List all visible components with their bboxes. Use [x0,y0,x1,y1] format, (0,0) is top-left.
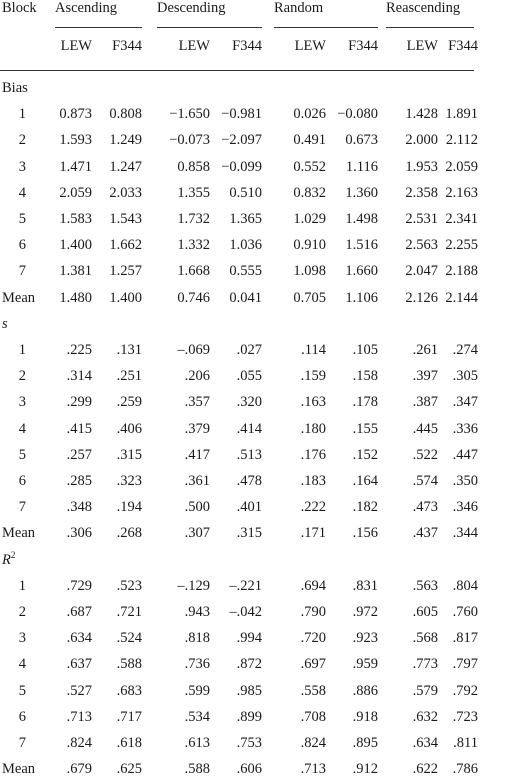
header-sub-row [0,33,520,59]
value-cell: .180 [300,420,326,437]
value-cell: 0.858 [177,158,210,175]
value-cell: 1.498 [345,211,378,227]
value-cell: .222 [300,499,326,516]
block-cell: 3 [18,630,26,647]
value-cell: .447 [452,446,478,463]
value-cell: 1.480 [59,289,92,306]
value-cell: .720 [300,630,326,647]
value-cell: .320 [236,394,262,411]
table-row [0,101,520,127]
value-cell: .478 [236,473,262,489]
section-label-superscript: 2 [10,549,16,560]
value-cell: .105 [352,342,378,358]
block-cell: 5 [18,446,26,463]
value-cell: 1.400 [59,237,92,254]
block-cell: Mean [2,289,36,306]
value-cell: .637 [66,656,92,673]
value-cell: .194 [116,499,142,516]
table-row [0,625,520,651]
value-cell: 0.555 [229,263,262,280]
value-cell: .683 [116,682,142,699]
value-cell: 2.059 [59,184,92,201]
group-rule [274,27,378,28]
value-cell: −1.650 [169,106,210,123]
value-cell: .923 [352,630,378,647]
value-cell: 0.673 [345,132,378,149]
value-cell: 0.491 [293,132,326,149]
value-cell: 1.668 [177,263,210,280]
table-row [0,730,520,756]
value-cell: .588 [116,656,142,673]
table-row [0,442,520,468]
value-cell: 2.112 [445,132,478,149]
group-header: Random [274,0,324,16]
value-cell: .315 [236,525,262,542]
value-cell: 1.355 [177,184,210,201]
value-cell: 1.116 [345,158,378,175]
value-cell: .817 [452,630,478,647]
value-cell: .114 [301,342,326,358]
value-cell: .831 [352,577,378,594]
group-rule [157,27,262,28]
value-cell: .171 [300,525,326,542]
column-header: F344 [112,38,142,54]
table-row [0,756,520,782]
block-cell: 1 [18,342,26,358]
table-row [0,258,520,284]
table-row [0,704,520,730]
value-cell: .261 [412,342,438,358]
group-rule [386,27,474,28]
table-row [0,154,520,180]
value-cell: .721 [116,604,142,620]
value-cell: .985 [236,682,262,699]
value-cell: 2.059 [445,158,478,175]
value-cell: .500 [184,499,210,516]
value-cell: .613 [184,735,210,751]
group-rule [55,27,142,28]
value-cell: .323 [116,473,142,489]
table-row [0,127,520,153]
value-cell: 1.583 [59,211,92,227]
table-row [0,285,520,311]
block-cell: 5 [18,211,26,227]
value-cell: .055 [236,368,262,385]
value-cell: 1.953 [405,158,438,175]
value-cell: 1.381 [59,263,92,280]
value-cell: .522 [412,446,438,463]
group-header: Descending [157,0,226,16]
block-cell: 2 [18,604,26,620]
value-cell: .912 [352,761,378,778]
value-cell: .625 [116,761,142,778]
block-cell: Mean [2,761,36,778]
value-cell: .414 [236,420,262,437]
value-cell: .027 [236,342,262,358]
value-cell: .824 [300,735,326,751]
value-cell: 1.332 [177,237,210,254]
column-header: LEW [406,38,438,54]
value-cell: .599 [184,682,210,699]
block-cell: 6 [18,473,26,489]
block-cell: 5 [18,682,26,699]
section-label [2,547,15,573]
block-cell: 1 [18,577,26,594]
value-cell: .285 [66,473,92,489]
value-cell: 0.552 [293,158,326,175]
value-cell: .350 [452,473,478,489]
value-cell: .895 [352,735,378,751]
value-cell: 1.360 [345,184,378,201]
column-header: LEW [294,38,326,54]
block-cell: Mean [2,525,36,542]
value-cell: .159 [300,368,326,385]
value-cell: 1.662 [109,237,142,254]
value-cell: .634 [66,630,92,647]
value-cell: .723 [452,708,478,725]
value-cell: .225 [66,342,92,358]
value-cell: .694 [300,577,326,594]
value-cell: 2.563 [405,237,438,254]
value-cell: −2.097 [221,132,262,149]
value-cell: .387 [412,394,438,411]
section-label [2,311,8,337]
value-cell: 2.341 [445,211,478,227]
value-cell: .156 [352,525,378,542]
value-cell: 1.257 [109,263,142,280]
column-header: LEW [178,38,210,54]
value-cell: 0.041 [229,289,262,306]
value-cell: .152 [352,446,378,463]
block-cell: 1 [18,106,26,123]
value-cell: .713 [300,761,326,778]
value-cell: .943 [184,604,210,620]
value-cell: 0.832 [293,184,326,201]
value-cell: .305 [452,368,478,385]
value-cell: 2.531 [405,211,438,227]
block-cell: 2 [18,368,26,385]
value-cell: .417 [184,446,210,463]
value-cell: 2.000 [405,132,438,149]
block-cell: 4 [18,420,26,437]
value-cell: .872 [236,656,262,673]
value-cell: 1.891 [445,106,478,123]
table-row [0,416,520,442]
table-row [0,468,520,494]
table-row [0,180,520,206]
table-row [0,206,520,232]
block-cell: 2 [18,132,26,149]
value-cell: .574 [412,473,438,489]
value-cell: 1.106 [345,289,378,306]
value-cell: .713 [66,708,92,725]
value-cell: .361 [184,473,210,489]
value-cell: .622 [412,761,438,778]
value-cell: 2.188 [445,263,478,280]
value-cell: .786 [452,761,478,778]
value-cell: .513 [236,446,262,463]
section-label-text: s [2,315,8,332]
value-cell: 0.910 [293,237,326,254]
value-cell: .445 [412,420,438,437]
value-cell: 1.660 [345,263,378,280]
table-row [0,363,520,389]
value-cell: –.129 [177,577,210,594]
section-label [2,75,28,101]
value-cell: .268 [116,525,142,542]
table-row [0,599,520,625]
value-cell: .473 [412,499,438,516]
value-cell: .736 [184,656,210,673]
value-cell: .357 [184,394,210,411]
value-cell: .176 [300,446,326,463]
value-cell: .558 [300,682,326,699]
value-cell: .792 [452,682,478,699]
table-row [0,389,520,415]
value-cell: .563 [412,577,438,594]
block-cell: 6 [18,708,26,725]
value-cell: .811 [453,735,478,751]
value-cell: –.042 [229,604,262,620]
block-cell: 3 [18,158,26,175]
value-cell: .588 [184,761,210,778]
table-row [0,232,520,258]
value-cell: .790 [300,604,326,620]
value-cell: .259 [116,394,142,411]
value-cell: .437 [412,525,438,542]
value-cell: 2.163 [445,184,478,201]
value-cell: .886 [352,682,378,699]
value-cell: .972 [352,604,378,620]
value-cell: 2.358 [405,184,438,201]
value-cell: .299 [66,394,92,411]
value-cell: .257 [66,446,92,463]
value-cell: −0.080 [337,106,378,123]
value-cell: 1.365 [229,211,262,227]
value-cell: .523 [116,577,142,594]
value-cell: 1.098 [293,263,326,280]
value-cell: .178 [352,394,378,411]
table-row [0,337,520,363]
value-cell: 1.543 [109,211,142,227]
value-cell: 0.026 [293,106,326,123]
block-cell: 3 [18,394,26,411]
value-cell: .131 [116,342,142,358]
header-rule [0,70,474,71]
value-cell: 2.033 [109,184,142,201]
value-cell: .274 [452,342,478,358]
value-cell: .344 [452,525,478,542]
table-row [0,520,520,546]
value-cell: 2.126 [405,289,438,306]
group-header: Reascending [386,0,461,16]
value-cell: 1.029 [293,211,326,227]
value-cell: .797 [452,656,478,673]
value-cell: 0.746 [177,289,210,306]
value-cell: .524 [116,630,142,647]
value-cell: .527 [66,682,92,699]
group-header: Ascending [55,0,118,16]
column-header: F344 [448,38,478,54]
table-row [0,494,520,520]
value-cell: .679 [66,761,92,778]
value-cell: .760 [452,604,478,620]
value-cell: 1.593 [59,132,92,149]
value-cell: .918 [352,708,378,725]
value-cell: .687 [66,604,92,620]
value-cell: .632 [412,708,438,725]
block-cell: 4 [18,656,26,673]
value-cell: .182 [352,499,378,516]
value-cell: .708 [300,708,326,725]
table-row [0,651,520,677]
value-cell: .818 [184,630,210,647]
value-cell: 1.516 [345,237,378,254]
block-cell: 6 [18,237,26,254]
value-cell: .534 [184,708,210,725]
section-label-text: Bias [2,80,28,96]
value-cell: .406 [116,420,142,437]
column-header: F344 [348,38,378,54]
value-cell: –.069 [177,342,210,358]
value-cell: .206 [184,368,210,385]
value-cell: −0.099 [221,158,262,175]
value-cell: 1.247 [109,158,142,175]
value-cell: .729 [66,577,92,594]
column-header: LEW [60,38,92,54]
value-cell: 1.471 [59,158,92,175]
value-cell: .899 [236,708,262,725]
value-cell: .348 [66,499,92,516]
value-cell: 2.255 [445,237,478,254]
value-cell: −0.981 [221,106,262,123]
value-cell: .183 [300,473,326,489]
value-cell: 0.705 [293,289,326,306]
value-cell: 1.400 [109,289,142,306]
value-cell: .568 [412,630,438,647]
value-cell: .605 [412,604,438,620]
header-group-row [0,0,520,21]
value-cell: .618 [116,735,142,751]
value-cell: 2.144 [445,289,478,306]
value-cell: 1.036 [229,237,262,254]
value-cell: .773 [412,656,438,673]
column-header: F344 [232,38,262,54]
value-cell: .164 [352,473,378,489]
value-cell: .579 [412,682,438,699]
block-cell: 4 [18,184,26,201]
block-header: Block [2,0,37,16]
block-cell: 7 [18,735,26,751]
value-cell: .315 [116,446,142,463]
value-cell: 1.249 [109,132,142,149]
value-cell: .994 [236,630,262,647]
value-cell: .163 [300,394,326,411]
value-cell: .634 [412,735,438,751]
value-cell: .959 [352,656,378,673]
value-cell: .306 [66,525,92,542]
table-row [0,573,520,599]
table-row [0,678,520,704]
value-cell: .379 [184,420,210,437]
value-cell: .155 [352,420,378,437]
value-cell: .251 [116,368,142,385]
value-cell: .346 [452,499,478,516]
value-cell: 0.808 [109,106,142,123]
value-cell: .397 [412,368,438,385]
block-cell: 7 [18,263,26,280]
value-cell: .401 [236,499,262,516]
value-cell: .347 [452,394,478,411]
value-cell: .314 [66,368,92,385]
value-cell: .336 [452,420,478,437]
section-label-text: R [2,551,11,568]
value-cell: 0.873 [59,106,92,123]
value-cell: 1.428 [405,106,438,123]
value-cell: .804 [452,577,478,594]
value-cell: .158 [352,368,378,385]
value-cell: .697 [300,656,326,673]
value-cell: .753 [236,735,262,751]
value-cell: 0.510 [229,184,262,201]
value-cell: .606 [236,761,262,778]
value-cell: .415 [66,420,92,437]
value-cell: –.221 [229,577,262,594]
value-cell: .824 [66,735,92,751]
value-cell: −0.073 [169,132,210,149]
value-cell: 2.047 [405,263,438,280]
value-cell: .307 [184,525,210,542]
block-cell: 7 [18,499,26,516]
value-cell: 1.732 [177,211,210,227]
value-cell: .717 [116,708,142,725]
